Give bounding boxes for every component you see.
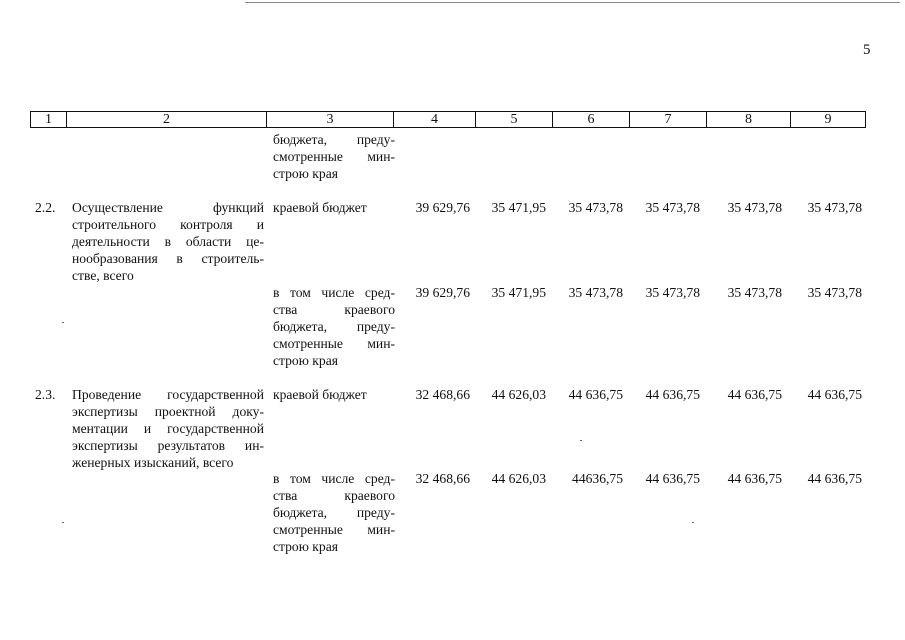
source-line: строю края — [273, 353, 338, 368]
value-col-9: 44 636,75 — [807, 471, 862, 486]
column-header-6: 6 — [553, 112, 630, 128]
value-col-7: 35 473,78 — [645, 200, 700, 215]
row-name-line: женерных изысканий, всего — [72, 455, 234, 470]
source-line: краевой бюджет — [273, 200, 367, 215]
value-col-4: 39 629,76 — [415, 200, 470, 215]
continuation-source-cell — [273, 131, 395, 182]
value-col-4: 32 468,66 — [415, 387, 470, 402]
column-number-header — [30, 111, 866, 128]
column-header-1: 1 — [31, 112, 67, 128]
value-col-4: 39 629,76 — [415, 285, 470, 300]
source-line: строю края — [273, 166, 338, 181]
column-header-7: 7 — [630, 112, 707, 128]
row-code: 2.2. — [35, 200, 56, 215]
source-line: смотренные мин- — [273, 336, 395, 351]
column-header-3: 3 — [267, 112, 394, 128]
source-line: в том числе сред- — [273, 285, 395, 300]
row-name-line: экспертизы результатов ин- — [72, 438, 264, 453]
row-name-line: Проведение государственной — [72, 387, 264, 402]
value-col-6: 35 473,78 — [568, 200, 623, 215]
source-line: бюджета, преду- — [273, 132, 395, 147]
source-line: бюджета, преду- — [273, 505, 395, 520]
source-cell — [273, 199, 395, 216]
value-col-9: 35 473,78 — [807, 285, 862, 300]
value-col-7: 44 636,75 — [645, 387, 700, 402]
column-header-5: 5 — [476, 112, 553, 128]
source-line: смотренные мин- — [273, 522, 395, 537]
value-col-9: 44 636,75 — [807, 387, 862, 402]
value-col-9: 35 473,78 — [807, 200, 862, 215]
row-name-line: строительного контроля и — [72, 217, 264, 232]
value-col-6: 35 473,78 — [568, 285, 623, 300]
page-number: 5 — [863, 42, 871, 58]
row-name-line: стве, всего — [72, 268, 134, 283]
value-col-7: 44 636,75 — [645, 471, 700, 486]
column-header-8: 8 — [707, 112, 791, 128]
source-cell — [273, 284, 395, 369]
row-name-line: нообразования в строитель- — [72, 251, 264, 266]
scan-speck — [692, 522, 694, 523]
value-col-7: 35 473,78 — [645, 285, 700, 300]
value-col-5: 35 471,95 — [491, 200, 546, 215]
scan-speck — [62, 322, 64, 323]
value-col-8: 44 636,75 — [727, 387, 782, 402]
value-col-6: 44636,75 — [572, 471, 623, 486]
row-name-cell — [72, 199, 264, 284]
source-line: краевой бюджет — [273, 387, 367, 402]
row-name-cell — [72, 386, 264, 471]
scan-speck — [580, 440, 582, 441]
row-name-line: деятельности в области це- — [72, 234, 264, 249]
row-name-line: ментации и государственной — [72, 421, 264, 436]
row-name-line: Осуществление функций — [72, 200, 264, 215]
source-line: смотренные мин- — [273, 149, 395, 164]
source-line: бюджета, преду- — [273, 319, 395, 334]
source-line: в том числе сред- — [273, 471, 395, 486]
value-col-4: 32 468,66 — [415, 471, 470, 486]
source-cell — [273, 470, 395, 555]
column-header-2: 2 — [67, 112, 267, 128]
source-cell — [273, 386, 395, 403]
source-line: ства краевого — [273, 302, 395, 317]
value-col-6: 44 636,75 — [568, 387, 623, 402]
value-col-8: 44 636,75 — [727, 471, 782, 486]
top-rule — [245, 2, 900, 3]
value-col-8: 35 473,78 — [727, 200, 782, 215]
column-header-4: 4 — [394, 112, 476, 128]
value-col-8: 35 473,78 — [727, 285, 782, 300]
column-header-9: 9 — [791, 112, 866, 128]
row-name-line: экспертизы проектной доку- — [72, 404, 264, 419]
scan-speck — [62, 522, 64, 523]
source-line: ства краевого — [273, 488, 395, 503]
value-col-5: 44 626,03 — [491, 387, 546, 402]
value-col-5: 44 626,03 — [491, 471, 546, 486]
source-line: строю края — [273, 539, 338, 554]
row-code: 2.3. — [35, 387, 56, 402]
value-col-5: 35 471,95 — [491, 285, 546, 300]
